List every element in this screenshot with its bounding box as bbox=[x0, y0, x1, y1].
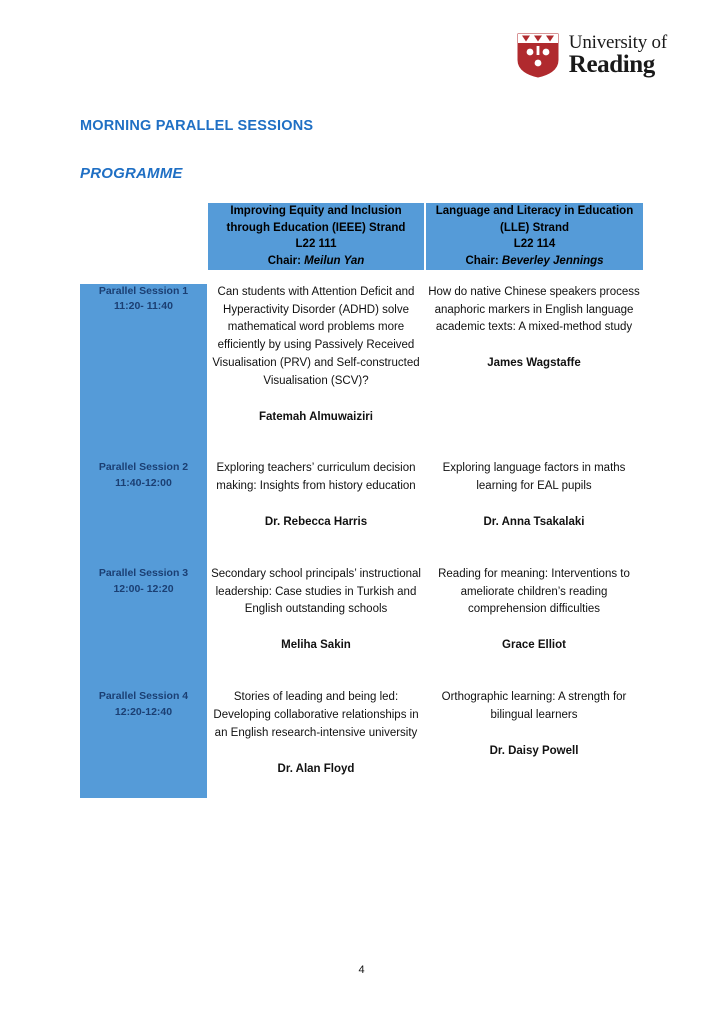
header-room: L22 114 bbox=[513, 238, 556, 251]
presenter-name: Dr. Daisy Powell bbox=[489, 744, 579, 757]
session-time: 12:20-12:40 bbox=[114, 705, 173, 718]
paper-title: How do native Chinese speakers process anaphoric markers in English language academic texts: A mixed-method study bbox=[428, 285, 640, 334]
header-strand-ieee bbox=[207, 203, 425, 270]
session-entry-lle bbox=[425, 566, 643, 675]
header-chair bbox=[426, 253, 643, 270]
paper-title: Secondary school principals’ instructional leadership: Case studies in Turkish and English outstanding schools bbox=[211, 567, 421, 616]
table-row bbox=[80, 689, 643, 798]
session-entry-ieee bbox=[207, 689, 425, 798]
page-title: MORNING PARALLEL SESSIONS bbox=[80, 118, 314, 134]
university-logo bbox=[516, 32, 667, 78]
page-subtitle: PROGRAMME bbox=[80, 165, 183, 182]
programme-table bbox=[80, 203, 643, 798]
table-gap bbox=[80, 552, 643, 566]
table-row bbox=[80, 460, 643, 551]
gap-cell bbox=[425, 552, 643, 566]
table-header-row bbox=[80, 203, 643, 270]
session-entry-ieee bbox=[207, 460, 425, 551]
paper-title: Exploring teachers’ curriculum decision making: Insights from history education bbox=[216, 462, 416, 493]
chair-label: Chair: bbox=[267, 255, 301, 268]
session-time: 11:20- 11:40 bbox=[114, 300, 173, 313]
presenter-name: Dr. Alan Floyd bbox=[277, 762, 355, 775]
session-time-cell bbox=[80, 566, 207, 675]
gap-cell bbox=[207, 446, 425, 460]
session-time-cell bbox=[80, 284, 207, 447]
university-logo-text bbox=[569, 33, 667, 78]
session-label: Parallel Session 3 bbox=[98, 566, 189, 579]
gap-cell bbox=[425, 675, 643, 689]
presenter-name: Dr. Anna Tsakalaki bbox=[483, 516, 585, 528]
gap-cell bbox=[207, 675, 425, 689]
header-strand-lle bbox=[425, 203, 643, 270]
session-label: Parallel Session 4 bbox=[98, 690, 189, 703]
chair-name: Beverley Jennings bbox=[501, 255, 604, 268]
paper-title: Stories of leading and being led: Developing collaborative relationships in an English research-intensive university bbox=[213, 691, 419, 739]
session-entry-lle bbox=[425, 284, 643, 447]
header-strand-name: Language and Literacy in Education (LLE) Strand bbox=[435, 205, 634, 234]
header-chair bbox=[208, 253, 424, 270]
chair-name: Meilun Yan bbox=[304, 255, 365, 268]
paper-title: Reading for meaning: Interventions to ameliorate children’s reading comprehension difficulties bbox=[438, 567, 630, 616]
presenter-name: Fatemah Almuwaiziri bbox=[259, 410, 373, 423]
gap-cell bbox=[207, 270, 425, 284]
header-blank-cell bbox=[80, 203, 207, 270]
presenter-name: Meliha Sakin bbox=[281, 639, 351, 652]
gap-cell bbox=[425, 446, 643, 460]
chair-label: Chair: bbox=[465, 255, 499, 268]
gap-cell bbox=[80, 446, 207, 460]
session-time: 12:00- 12:20 bbox=[113, 582, 174, 595]
table-gap bbox=[80, 270, 643, 284]
paper-title: Exploring language factors in maths learning for EAL pupils bbox=[442, 462, 626, 493]
university-of-reading-crest-icon bbox=[516, 32, 560, 78]
session-label: Parallel Session 2 bbox=[98, 461, 189, 474]
gap-cell bbox=[425, 270, 643, 284]
table-gap bbox=[80, 446, 643, 460]
header-strand-name: Improving Equity and Inclusion through Education (IEEE) Strand bbox=[226, 205, 406, 234]
session-label: Parallel Session 1 bbox=[98, 284, 189, 297]
presenter-name: Grace Elliot bbox=[502, 639, 566, 652]
presenter-name: Dr. Rebecca Harris bbox=[264, 516, 368, 528]
presenter-name: James Wagstaffe bbox=[487, 357, 581, 370]
session-time-cell bbox=[80, 460, 207, 551]
table-gap bbox=[80, 675, 643, 689]
page-number: 4 bbox=[358, 964, 365, 976]
session-time-cell bbox=[80, 689, 207, 798]
session-entry-lle bbox=[425, 689, 643, 798]
session-entry-ieee bbox=[207, 566, 425, 675]
header-room: L22 111 bbox=[295, 238, 337, 251]
gap-cell bbox=[80, 552, 207, 566]
logo-line-reading: Reading bbox=[568, 50, 655, 78]
paper-title: Can students with Attention Deficit and Hyperactivity Disorder (ADHD) solve mathematical word problems more efficiently by using Passively Received Visualisation (PRV) and Self-constructed Visualisation (SCV)? bbox=[212, 285, 420, 387]
session-entry-lle bbox=[425, 460, 643, 551]
gap-cell bbox=[80, 270, 207, 284]
logo-line-university-of: University of bbox=[568, 31, 667, 53]
gap-cell bbox=[80, 675, 207, 689]
session-entry-ieee bbox=[207, 284, 425, 447]
paper-title: Orthographic learning: A strength for bilingual learners bbox=[441, 691, 627, 721]
table-row bbox=[80, 566, 643, 675]
session-time: 11:40-12:00 bbox=[115, 477, 172, 490]
gap-cell bbox=[207, 552, 425, 566]
table-row bbox=[80, 284, 643, 447]
